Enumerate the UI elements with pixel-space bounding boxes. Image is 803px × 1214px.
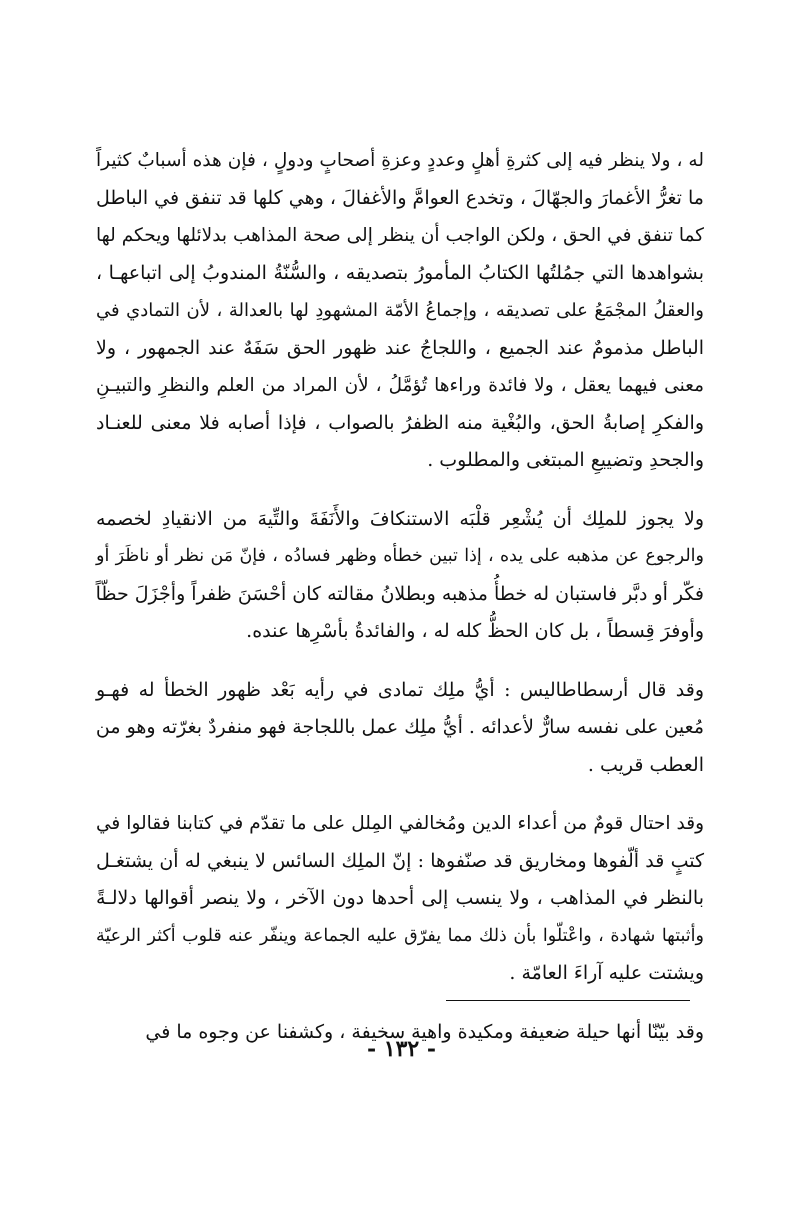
- paragraph: [96, 672, 704, 785]
- text-line: مُعين على نفسه سارٌّ لأعدائه . أيُّ ملِك عمل باللجاجة فهو منفردٌ بغرّته وهو من: [95, 716, 704, 738]
- text-line: وأثبتها شهادة ، واعْتلّوا بأن ذلك مما يفرّق عليه الجماعة وينفّر عنه قلوب أكثر الرعيّة: [96, 925, 704, 946]
- text-line: ولا يجوز للملِك أن يُشْعِر قلْبَه الاستنكافَ والأَنَفَةَ والتِّيهَ من الانقيادِ لخصمه: [96, 507, 704, 530]
- text-line: وقد احتال قومٌ من أعداء الدين ومُخالفي المِلل على ما تقدّم في كتابنا فقالوا في: [96, 813, 704, 834]
- text-line: والعقلُ المجْمَعُ على تصديقه ، وإجماعُ الأمّة المشهودِ لها بالعدالة ، لأن التمادي في: [96, 300, 704, 321]
- page-body-text: [96, 142, 704, 1072]
- text-line: له ، ولا ينظر فيه إلى كثرةِ أهلٍ وعددٍ وعزةِ أصحابٍ ودولٍ ، فإن هذه أسبابٌ كثيراً: [96, 150, 704, 171]
- text-line: ويشتت عليه آراءَ العامّة .: [509, 962, 704, 984]
- text-line: بشواهدها التي جمُلتُها الكتابُ المأمورُ بتصديقه ، والسُّنّةُ المندوبُ إلى اتباعهـا ،: [96, 261, 704, 284]
- footnote-rule: [446, 1000, 690, 1001]
- text-line: والرجوع عن مذهبه على يده ، إذا تبين خطأه وظهر فسادُه ، فإنّ مَن نظر أو ناظَرَ أو: [96, 546, 704, 566]
- text-line: والفكرِ إصابةُ الحق، والبُغْية منه الظفرُ بالصواب ، فإذا أصابه فلا معنى للعنـاد: [96, 411, 704, 434]
- text-line: وقد قال أرسطاطاليس : أيُّ ملِك تمادى في رأيه بَعْد ظهور الخطأ له فهـو: [96, 678, 704, 701]
- text-line: كتبٍ قد ألّفوها ومخاريق قد صنّفوها : إنّ الملِك السائس لا ينبغي له أن يشتغـل: [96, 849, 704, 872]
- text-line: العطب قريب .: [587, 753, 704, 776]
- text-line: والجحدِ وتضييعِ المبتغى والمطلوب .: [427, 449, 704, 471]
- paragraph: [96, 142, 704, 480]
- text-line: فكّر أو دبَّر فاستبان له خطأُ مذهبه وبطلانُ مقالته كان أحْسَنَ ظفراً وأجْزَلَ حظّاً: [95, 582, 704, 605]
- text-line: ما تغرُّ الأغمارَ والجهّالَ ، وتخدع العوامَّ والأغفالَ ، وهي كلها قد تنفق في الباطل: [96, 186, 704, 209]
- text-line: كما تنفق في الحق ، ولكن الواجب أن ينظر إلى صحة المذاهب بدلائلها ويحكم لها: [96, 225, 704, 246]
- text-line: وأوفرَ قِسطاً ، بل كان الحظُّ كله له ، والفائدةُ بأسْرِها عنده.: [246, 620, 704, 642]
- paragraph: [96, 501, 704, 651]
- text-line: معنى فيهما يعقل ، ولا فائدة وراءها تُؤمَّلُ ، لأن المراد من العلم والنظرِ والتبيـنِ: [96, 375, 704, 396]
- text-line: بالنظر في المذاهب ، ولا ينسب إلى أحدها دون الآخر ، ولا ينصر أقوالها دلالـةً: [96, 887, 704, 909]
- paragraph: [96, 805, 704, 993]
- page-number: - ١٣٢ -: [366, 1036, 437, 1062]
- text-line: وقد بيّنّا أنها حيلة ضعيفة ومكيدة واهية سخيفة ، وكشفنا عن وجوه ما في: [145, 1020, 704, 1043]
- text-line: الباطل مذمومٌ عند الجميع ، واللجاجُ عند ظهور الحق سَفَهٌ عند الجمهور ، ولا: [96, 336, 704, 359]
